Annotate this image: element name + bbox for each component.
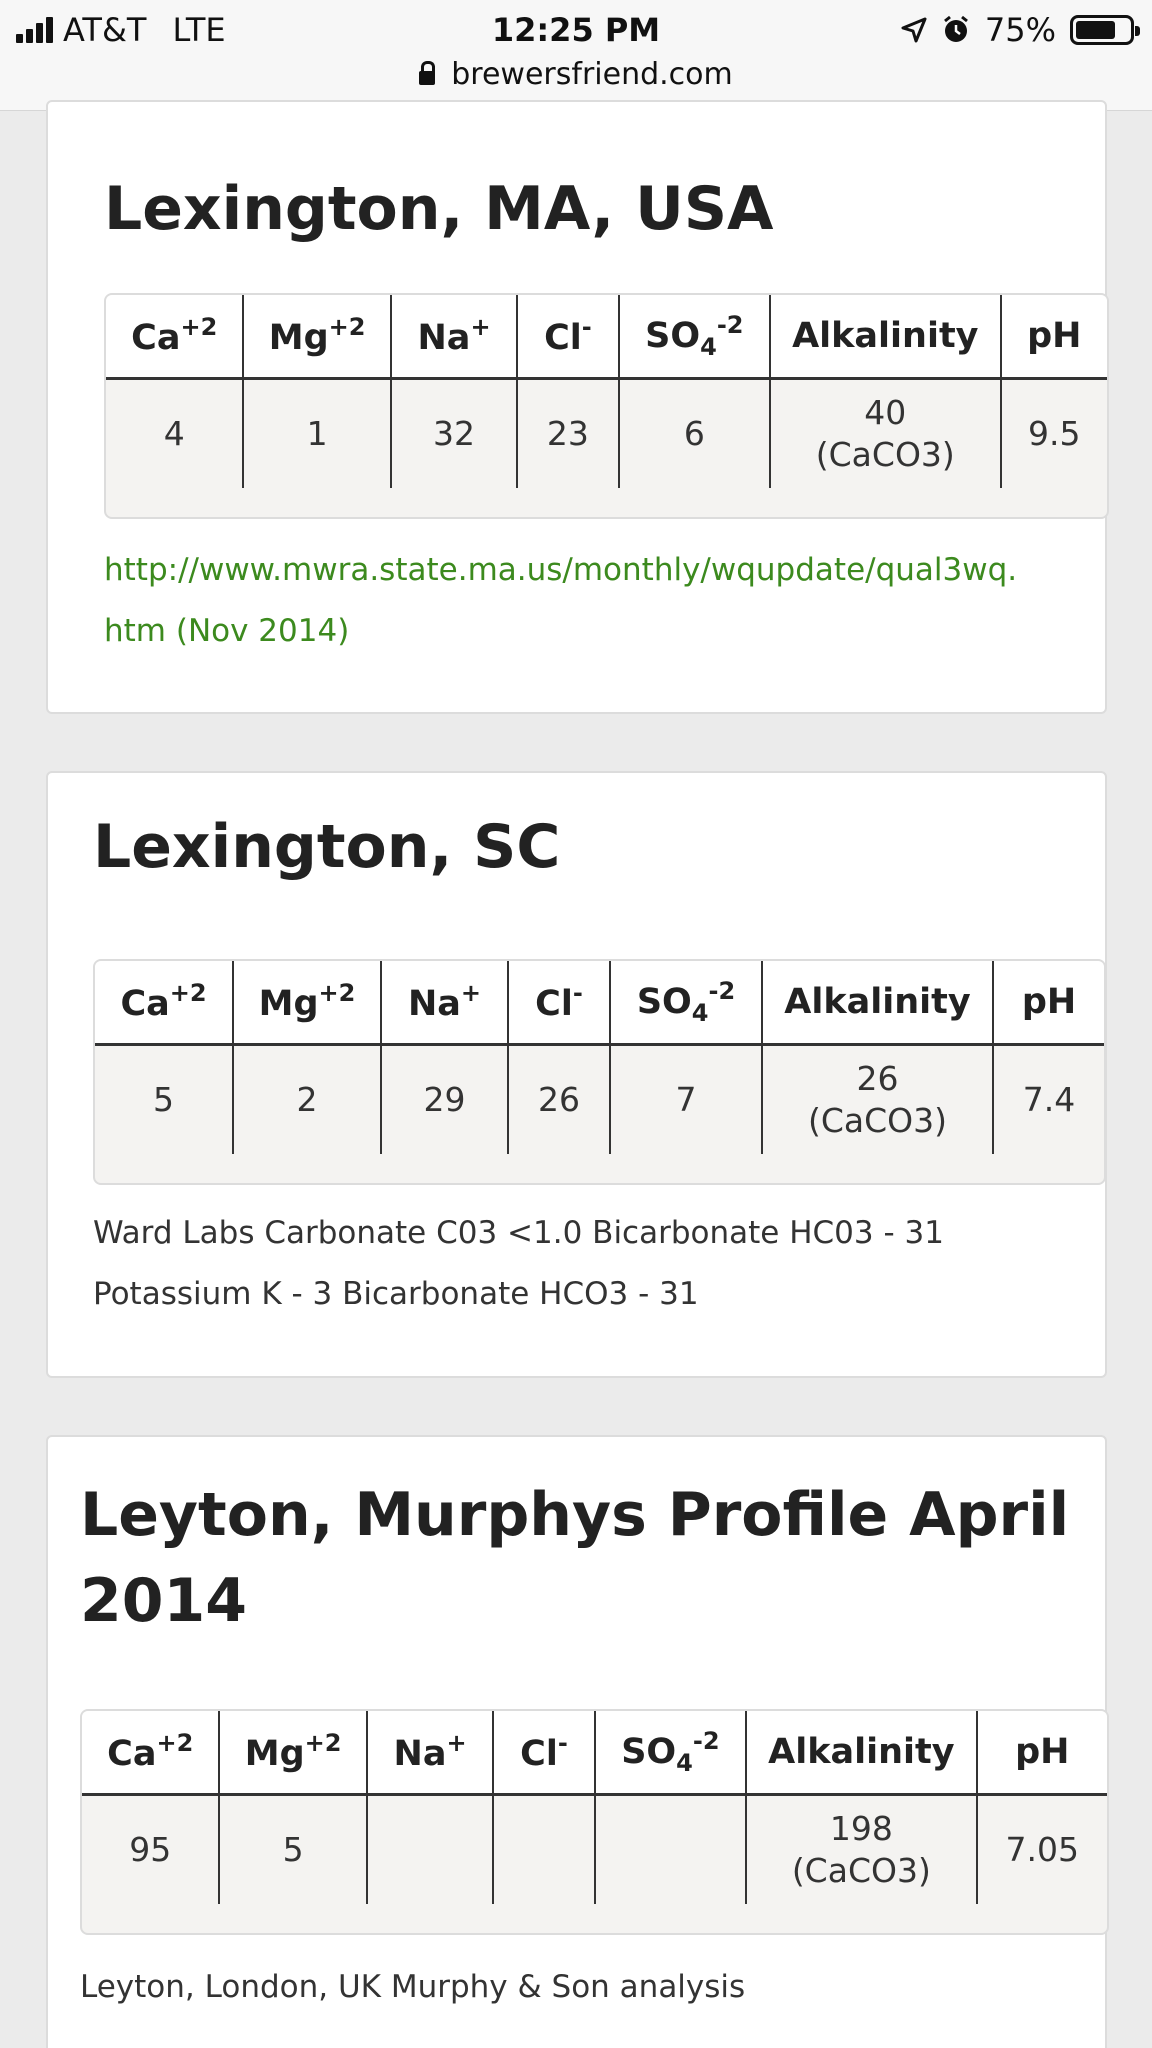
col-ph: pH — [993, 961, 1104, 1044]
table-header-row — [82, 1711, 1107, 1794]
lock-icon — [419, 71, 435, 85]
battery-percent: 75% — [984, 11, 1056, 49]
col-ph: pH — [977, 1711, 1107, 1794]
cell-na: 32 — [391, 378, 517, 488]
profile-note: Leyton, London, UK Murphy & Son analysis — [80, 1969, 746, 2005]
cell-alkalinity: 198 (CaCO3) — [746, 1794, 977, 1904]
cell-so4: 6 — [619, 378, 770, 488]
col-ca: $Ca^{+2}$ — [82, 1711, 219, 1794]
col-na: Na+ — [367, 1711, 493, 1794]
cell-cl — [493, 1794, 594, 1904]
col-cl: Cl- — [493, 1711, 594, 1794]
profile-title: Lexington, MA, USA — [104, 174, 774, 244]
cell-na — [367, 1794, 493, 1904]
water-profile-card — [46, 771, 1107, 1378]
col-alkalinity: Alkalinity — [746, 1711, 977, 1794]
cell-mg: 5 — [219, 1794, 366, 1904]
table-header-row — [106, 295, 1107, 378]
table-header-row — [95, 961, 1104, 1044]
cell-so4: 7 — [610, 1044, 762, 1154]
col-so4: $SO_4^{-2}$ — [595, 1711, 746, 1794]
profile-title: Leyton, Murphys Profile April 2014 — [80, 1480, 1070, 1636]
cell-so4 — [595, 1794, 746, 1904]
col-cl: Cl- — [508, 961, 610, 1044]
water-profile-table — [80, 1709, 1109, 1935]
cell-ph: 7.05 — [1005, 1829, 1080, 1869]
profile-note: Ward Labs Carbonate C03 <1.0 Bicarbonate HC03 - 31 Potassium K - 3 Bicarbonate HCO3 - 31 — [93, 1215, 944, 1312]
col-mg: $Mg^{+2}$ — [233, 961, 381, 1044]
table-row — [95, 1044, 1104, 1154]
cell-ca: 5 — [95, 1044, 233, 1154]
cell-ph: 9.5 — [1028, 413, 1081, 453]
carrier-label: AT&T — [63, 11, 147, 49]
cell-ph: 7.4 — [1022, 1079, 1076, 1119]
cell-alkalinity: 26 (CaCO3) — [762, 1044, 993, 1154]
col-alkalinity: Alkalinity — [770, 295, 1001, 378]
water-profile-card — [46, 1435, 1107, 2048]
cell-ca: 95 — [82, 1794, 219, 1904]
col-mg: $Mg^{+2}$ — [219, 1711, 366, 1794]
table-row — [82, 1794, 1107, 1904]
col-so4: $SO_4^{-2}$ — [610, 961, 762, 1044]
cell-mg: 2 — [233, 1044, 381, 1154]
cell-alkalinity: 40 (CaCO3) — [770, 378, 1001, 488]
col-ca: $Ca^{+2}$ — [95, 961, 233, 1044]
browser-status-bar — [0, 0, 1152, 111]
battery-icon — [1070, 15, 1134, 45]
col-mg: $Mg^{+2}$ — [243, 295, 390, 378]
col-ph: pH — [1001, 295, 1107, 378]
col-cl: Cl- — [517, 295, 618, 378]
status-right — [901, 8, 1134, 52]
alarm-icon — [941, 15, 971, 45]
water-profile-table — [93, 959, 1106, 1185]
cell-cl: 26 — [508, 1044, 610, 1154]
url-bar[interactable] — [0, 52, 1152, 96]
clock: 12:25 PM — [491, 11, 661, 49]
col-na: Na+ — [391, 295, 517, 378]
col-alkalinity: Alkalinity — [762, 961, 993, 1044]
cell-ca: 4 — [106, 378, 243, 488]
url-domain: brewersfriend.com — [451, 56, 733, 92]
source-link[interactable]: http://www.mwra.state.ma.us/monthly/wqupdate/qual3wq. htm (Nov 2014) — [104, 552, 1018, 649]
profile-title: Lexington, SC — [93, 812, 561, 882]
cell-na: 29 — [381, 1044, 508, 1154]
col-so4: $SO_4^{-2}$ — [619, 295, 770, 378]
cell-cl: 23 — [517, 378, 618, 488]
table-row — [106, 378, 1107, 488]
col-na: Na+ — [381, 961, 508, 1044]
col-ca: $Ca^{+2}$ — [106, 295, 243, 378]
location-arrow-icon — [901, 17, 927, 43]
water-profile-table — [104, 293, 1109, 519]
network-label: LTE — [172, 11, 226, 49]
cell-mg: 1 — [243, 378, 390, 488]
water-profile-card — [46, 100, 1107, 714]
